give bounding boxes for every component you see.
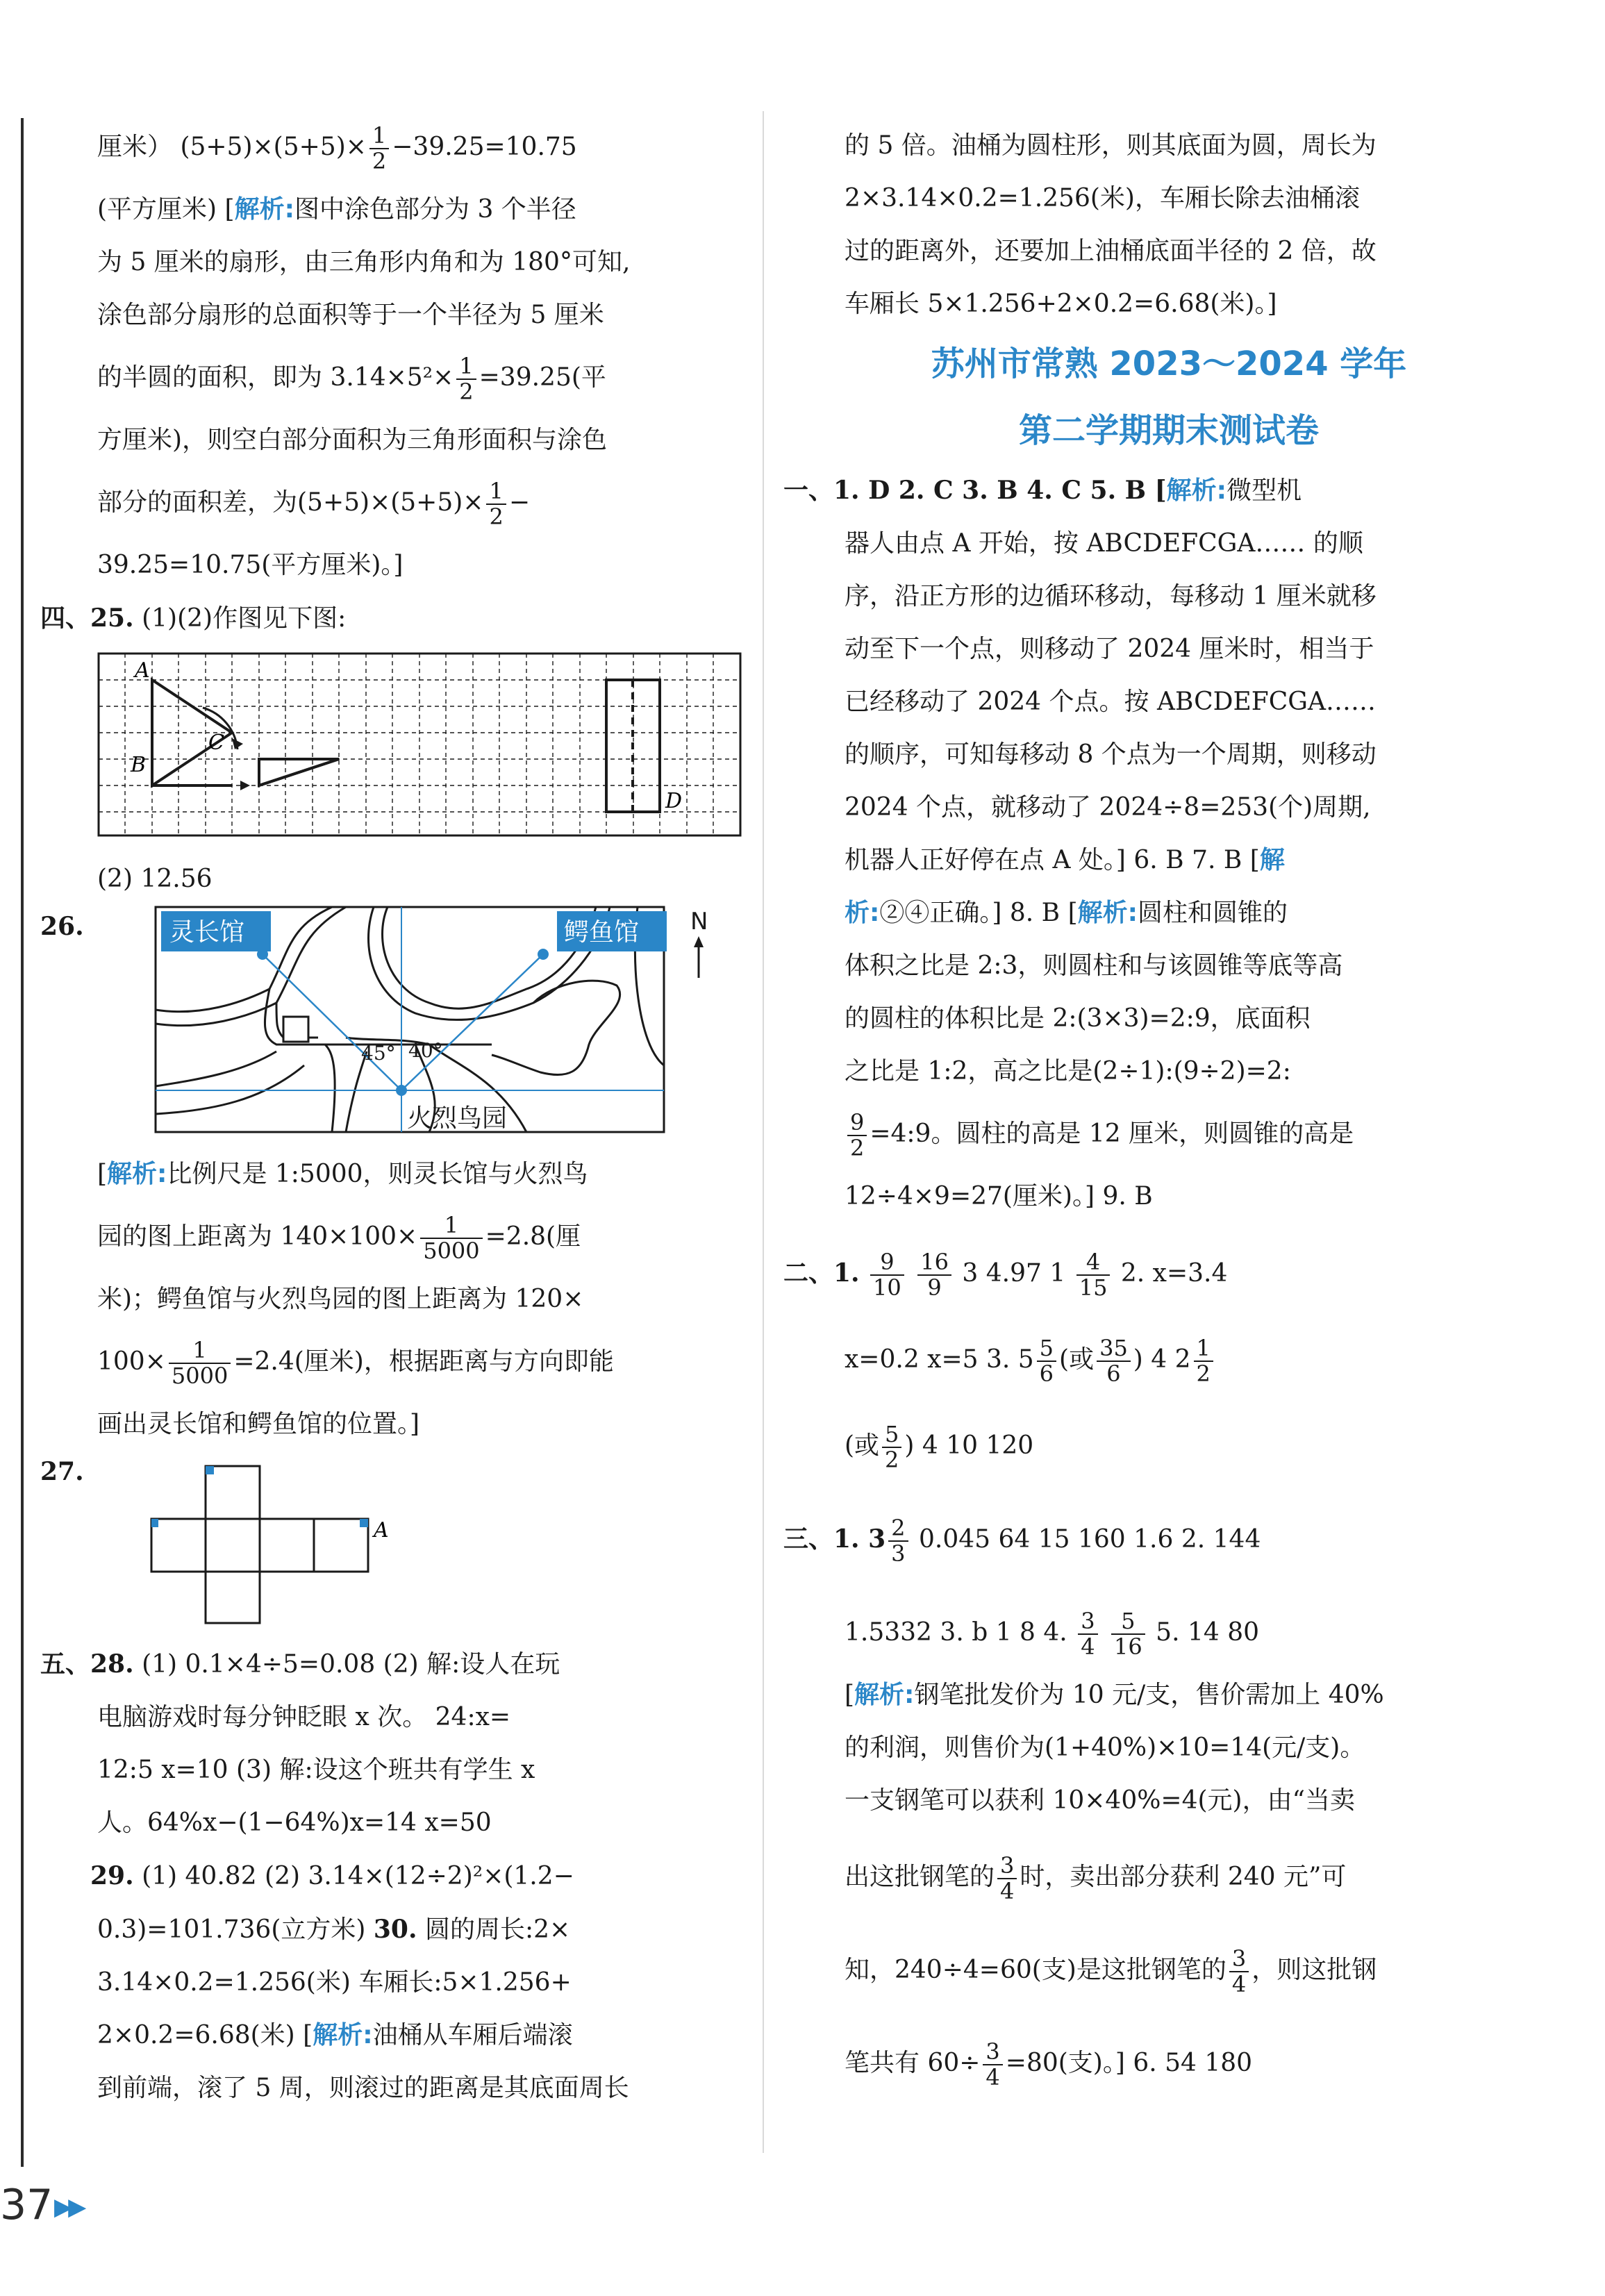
fraction: $\frac{2}{3}$ <box>888 1516 908 1566</box>
label-b: B <box>131 753 147 777</box>
analysis-label: 解析: <box>234 195 294 224</box>
question-28: 五、28. (1) 0.1×4÷5=0.08 (2) 解:设人在玩 <box>40 1649 560 1679</box>
north-label: N <box>690 908 708 935</box>
fraction: $\frac{3}{4}$ <box>1229 1947 1249 1997</box>
fraction: $\frac{5}{2}$ <box>882 1422 901 1472</box>
text-line: 到前端，滚了 5 周，则滚过的距离是其底面周长 <box>97 2074 629 2102</box>
text-line: 1.5332 3. b 1 8 4. $\frac{3}{4}$ $\frac{5}{16}$ 5. 14 80 <box>845 1607 1260 1660</box>
angle-40: 40° <box>408 1039 443 1062</box>
text-line: 0.3)=101.736(立方米) 30. 圆的周长:2× <box>97 1915 571 1944</box>
primate-house-label: 灵长馆 <box>169 918 245 947</box>
text-line: 器人由点 A 开始，按 ABCDEFCGA…… 的顺 <box>845 529 1363 558</box>
fraction: $\frac{35}{6}$ <box>1097 1336 1131 1386</box>
text-line: 园的图上距离为 140×100× $\frac{1}{5000}$ =2.8(厘 <box>97 1211 581 1264</box>
fraction: $\frac{16}{9}$ <box>917 1250 951 1300</box>
fraction: $\frac{3}{4}$ <box>1078 1609 1097 1659</box>
section-3: 三、1. 3 $\frac{2}{3}$ 0.045 64 15 160 1.6 2. 144 <box>783 1514 1261 1567</box>
fraction: $\frac{1}{5000}$ <box>420 1213 482 1263</box>
text-line: 为 5 厘米的扇形，由三角形内角和为 180°可知, <box>97 248 631 276</box>
left-column <box>40 111 738 2115</box>
text-line: 39.25=10.75(平方厘米)。] <box>97 551 404 579</box>
text-line: 的半圆的面积，即为 3.14×5²× $\frac{1}{2}$ =39.25(平 <box>97 352 606 405</box>
page-arrows-icon: ▶▶ <box>54 2193 83 2221</box>
fraction: $\frac{5}{6}$ <box>1037 1336 1056 1386</box>
section-1: 一、1. D 2. C 3. B 4. C 5. B [解析:微型机 <box>783 476 1302 505</box>
fraction: $\frac{1}{2}$ <box>369 124 389 174</box>
question-25: 四、25. (1)(2)作图见下图: <box>40 604 347 633</box>
fraction: $\frac{1}{2}$ <box>1194 1336 1213 1386</box>
text-line: 过的距离外，还要加上油桶底面半径的 2 倍，故 <box>845 237 1377 265</box>
text-line: 析:②④正确。] 8. B [解析:圆柱和圆锥的 <box>845 899 1288 927</box>
text-line: 2024 个点，就移动了 2024÷8=253(个)周期, <box>845 793 1371 822</box>
angle-45: 45° <box>361 1042 396 1065</box>
text-line: 体积之比是 2:3，则圆柱和与该圆锥等底等高 <box>845 951 1343 980</box>
text-line: 的圆柱的体积比是 2:(3×3)=2:9，底面积 <box>845 1004 1311 1033</box>
fraction: $\frac{9}{10}$ <box>870 1250 904 1300</box>
right-column <box>783 111 1554 2099</box>
text-line: 画出灵长馆和鳄鱼馆的位置。] <box>97 1410 420 1438</box>
text-line: 厘米） (5+5)×(5+5)× $\frac{1}{2}$ −39.25=10.75 <box>97 122 577 174</box>
question-27: 27. <box>40 1457 84 1486</box>
question-29: 29. (1) 40.82 (2) 3.14×(12÷2)²×(1.2− <box>90 1861 574 1890</box>
crocodile-house-marker <box>538 949 549 960</box>
crocodile-house-label: 鳄鱼馆 <box>564 918 640 947</box>
analysis-label: 解析: <box>1077 899 1138 927</box>
margin-line <box>21 118 24 2167</box>
text-line: 已经移动了 2024 个点。按 ABCDEFCGA…… <box>845 688 1377 716</box>
fraction: $\frac{5}{16}$ <box>1111 1609 1145 1659</box>
text-line: 笔共有 60÷ $\frac{3}{4}$ =80(支)。] 6. 54 180 <box>845 2038 1253 2090</box>
flamingo-park-label: 火烈鸟园 <box>407 1104 508 1133</box>
label-d: D <box>665 789 683 813</box>
net-label-a: A <box>374 1518 389 1542</box>
text-line: 电脑游戏时每分钟眨眼 x 次。 24:x= <box>97 1703 511 1731</box>
flamingo-park-marker <box>396 1085 407 1096</box>
text-line: 涂色部分扇形的总面积等于一个半径为 5 厘米 <box>97 301 604 329</box>
text-line: 机器人正好停在点 A 处。] 6. B 7. B [解 <box>845 846 1285 874</box>
text-line: [解析:比例尺是 1:5000，则灵长馆与火烈鸟 <box>97 1160 588 1188</box>
column-divider <box>763 111 764 2153</box>
page-number: 37 <box>0 2181 53 2229</box>
fraction: $\frac{3}{4}$ <box>983 2040 1002 2090</box>
text-line: 部分的面积差，为(5+5)×(5+5)× $\frac{1}{2}$ − <box>97 477 530 530</box>
text-line: x=0.2 x=5 3. 5 $\frac{5}{6}$ (或 $\frac{35}{6}$ ) 4 2 $\frac{1}{2}$ <box>783 1324 1554 1396</box>
analysis-label: 解析: <box>1166 476 1227 505</box>
text-line: 方厘米)，则空白部分面积为三角形面积与涂色 <box>97 426 608 454</box>
text-line: 的 5 倍。油桶为圆柱形，则其底面为圆，周长为 <box>845 131 1377 160</box>
fraction: $\frac{1}{2}$ <box>486 479 506 529</box>
label-c: C <box>208 731 224 755</box>
text-line: 米)；鳄鱼馆与火烈鸟园的图上距离为 120× <box>97 1285 584 1313</box>
net-marker <box>151 1519 158 1527</box>
text-line: 序，沿正方形的边循环移动，每移动 1 厘米就移 <box>845 582 1377 610</box>
fraction: $\frac{3}{4}$ <box>997 1854 1017 1904</box>
text-line: 3.14×0.2=1.256(米) 车厢长:5×1.256+ <box>97 1968 572 1997</box>
text-line: (或 $\frac{5}{2}$ ) 4 10 120 <box>845 1420 1034 1473</box>
text-line: $\frac{9}{2}$ =4:9。圆柱的高是 12 厘米，则圆锥的高是 <box>783 1098 1554 1170</box>
text-line: 100× $\frac{1}{5000}$ =2.4(厘米)，根据距离与方向即能 <box>97 1336 614 1389</box>
text-line: 一支钢笔可以获利 10×40%=4(元)，由“当卖 <box>845 1786 1355 1815</box>
text-line: 车厢长 5×1.256+2×0.2=6.68(米)。] <box>845 290 1277 318</box>
section-2: 二、1. $\frac{9}{10}$ $\frac{16}{9}$ 3 4.97 1 $\frac{4}{15}$ 2. x=3.4 <box>783 1248 1228 1301</box>
zoo-map <box>40 906 738 1135</box>
text-line: 2×0.2=6.68(米) [解析:油桶从车厢后端滚 <box>97 2021 573 2049</box>
text-line: 知，240÷4=60(支)是这批钢笔的 $\frac{3}{4}$ ，则这批钢 <box>845 1945 1377 1997</box>
text-line: 出这批钢笔的 $\frac{3}{4}$ 时，卖出部分获利 240 元”可 <box>845 1852 1347 1904</box>
fraction: $\frac{1}{2}$ <box>456 354 476 404</box>
grid-figure <box>97 652 743 840</box>
net-marker <box>360 1519 368 1527</box>
analysis-label: 解析: <box>107 1160 167 1188</box>
cube-net-figure <box>150 1465 567 1624</box>
text-line: 之比是 1:2，高之比是(2÷1):(9÷2)=2: <box>845 1057 1291 1085</box>
text-line: 人。64%x−(1−64%)x=14 x=50 <box>97 1808 492 1837</box>
text-line: (2) 12.56 <box>97 865 213 893</box>
fraction: $\frac{4}{15}$ <box>1076 1250 1111 1300</box>
net-marker <box>206 1466 214 1474</box>
text-line: 动至下一个点，则移动了 2024 厘米时，相当于 <box>845 635 1374 663</box>
analysis-label: 解析: <box>313 2021 373 2049</box>
text-line: 的利润，则售价为(1+40%)×10=14(元/支)。 <box>845 1733 1365 1762</box>
text-line: 2×3.14×0.2=1.256(米)，车厢长除去油桶滚 <box>845 184 1360 213</box>
text-line: 12÷4×9=27(厘米)。] 9. B <box>845 1182 1153 1211</box>
text-line: [解析:钢笔批发价为 10 元/支，售价需加上 40% <box>845 1681 1384 1709</box>
text-line: (平方厘米) [解析:图中涂色部分为 3 个半径 <box>97 195 576 224</box>
fraction: $\frac{1}{5000}$ <box>169 1338 231 1388</box>
exam-title: 苏州市常熟 2023～2024 学年 <box>931 344 1407 383</box>
analysis-label: 解析: <box>854 1681 915 1709</box>
fraction: $\frac{9}{2}$ <box>847 1110 867 1161</box>
question-26: 26. <box>40 912 84 941</box>
text-line: 12:5 x=10 (3) 解:设这个班共有学生 x <box>97 1756 535 1784</box>
text-line: 的顺序，可知每移动 8 个点为一个周期，则移动 <box>845 740 1377 769</box>
label-a: A <box>135 658 150 683</box>
exam-subtitle: 第二学期期末测试卷 <box>1018 411 1319 450</box>
